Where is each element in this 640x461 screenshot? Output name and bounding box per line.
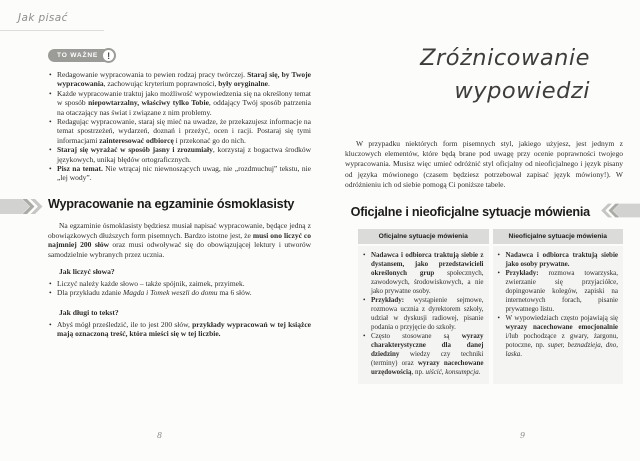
list-item: • Pisz na temat. Nie wtrącaj nic niewnoszących uwag, nie „rozdmuchuj” tekstu, nie „lej wody”. xyxy=(48,164,311,183)
table-column-unofficial xyxy=(493,229,624,384)
table-cell-item: • Przykłady: wystąpienie sejmowe, rozmowa ucznia z dyrektorem szkoły, udział w dyskusji radiowej, pisanie podania o przyjęcie do szkoły. xyxy=(363,296,484,332)
list-item: • Redagując wypracowanie, staraj się mieć na uwadze, że przekazujesz informacje na temat spostrzeżeń, wydarzeń, doznań i przeżyć, ocen i racji. Postaraj się tymi informacjami zainteresować odbiorcę i przekonać go do nich. xyxy=(48,117,311,145)
list-item: • Liczyć należy każde słowo – także spójnik, zaimek, przyimek. xyxy=(48,279,311,288)
right-page xyxy=(320,0,640,461)
column-body xyxy=(493,246,624,384)
list-item: • Dla przykładu zdanie Magda i Tomek weszli do domu ma 6 słów. xyxy=(48,288,311,297)
paragraph: Na egzaminie ósmoklasisty będziesz musiał napisać wypracowanie, będące jedną z obowiązkowych dłuższych form pisemnych. Bardzo istotne jest, że musi ono liczyć co najmniej 200 słów oraz musi odwoływać się do obowiązującej lektury i utworów samodzielnie wybranych przez ucznia. xyxy=(48,221,311,259)
important-badge-label: TO WAŻNE xyxy=(48,49,114,62)
subsection-heading: Jak liczyć słowa? xyxy=(59,267,115,276)
table-cell-item: • Nadawca i odbiorca traktują siebie z dystansem, jako przedstawicieli określonych grup społecznych, zawodowych, środowiskowych, a nie jako prywatne osoby. xyxy=(363,251,484,296)
section-heading: Oficjalne i nieoficjalne sytuacje mówienia xyxy=(350,205,590,219)
chapter-title-line1: Zróżnicowanie xyxy=(420,45,590,71)
table-cell-item: • Przykłady: rozmowa towarzyska, zwierzanie się przyjaciółce, dopingowanie kolegów, zapiski na internetowych forach, pisanie prywatnego listu. xyxy=(498,269,619,314)
list-item: • Staraj się wyrażać w sposób jasny i zrozumiały, korzystaj z bogactwa środków językowych, unikaj błędów ortograficznych. xyxy=(48,145,311,164)
table-column-official xyxy=(358,229,489,384)
subsection-heading: Jak długi to tekst? xyxy=(59,308,119,317)
important-bullet-list xyxy=(48,70,311,183)
section-arrow-icon xyxy=(598,203,640,218)
exclamation-icon: ! xyxy=(101,48,116,63)
chapter-title-line2: wypowiedzi xyxy=(454,78,590,104)
column-header: Oficjalne sytuacje mówienia xyxy=(358,229,489,244)
column-header: Nieoficjalne sytuacje mówienia xyxy=(493,229,624,244)
chapter-title xyxy=(420,42,590,108)
table-cell-item: • Nadawca i odbiorca traktują siebie jako osoby prywatne. xyxy=(498,251,619,269)
column-body xyxy=(358,246,489,384)
bullet-list xyxy=(48,320,311,339)
important-badge xyxy=(48,47,311,64)
bullet-list xyxy=(48,279,311,298)
important-box xyxy=(48,47,311,183)
section-arrow-icon xyxy=(0,199,46,214)
running-header-title: Jak pisać xyxy=(18,12,68,24)
table-cell-item: • Często stosowane są wyrazy charakterystyczne dla danej dziedziny wiedzy czy techniki (terminy) oraz wyrazy nacechowane urzędowością, np. uiścić, konsumpcja. xyxy=(363,332,484,377)
page-number: 8 xyxy=(157,431,163,440)
paragraph: W przypadku niektórych form pisemnych styl, jakiego użyjesz, jest jednym z kluczowych elementów, które będą brane pod uwagę przy ocenie poprawności twojego wypracowania. Musisz więc umieć odróżnić styl oficjalny od nieoficjalnego i język pisany od języka mówionego (czasem będziesz potrzebował zapisać język mówiony!). W odróżnieniu ich od siebie pomogą Ci poniższe tabele. xyxy=(345,139,623,189)
list-item: • Każde wypracowanie traktuj jako możliwość wypowiedzenia się na określony temat w sposób niepowtarzalny, właściwy tylko Tobie, oddający Twój sposób patrzenia na otaczający nas świat i związane z nim problemy. xyxy=(48,89,311,117)
list-item: • Redagowanie wypracowania to pewien rodzaj pracy twórczej. Staraj się, by Twoje wypracowania, zachowując kryterium poprawności, były oryginalne. xyxy=(48,70,311,89)
speech-situations-table xyxy=(358,229,623,384)
running-header xyxy=(0,6,104,31)
table-cell-item: • W wypowiedziach często pojawiają się wyrazy nacechowane emocjonalnie i/lub pochodzące z gwary, żargonu, potoczne, np. super, beznadzieja, dno, laska. xyxy=(498,314,619,359)
list-item: • Abyś mógł prześledzić, ile to jest 200 słów, przykłady wypracowań w tej książce mają oznaczoną treść, która mieści się w tej liczbie. xyxy=(48,320,311,339)
section-heading: Wypracowanie na egzaminie ósmoklasisty xyxy=(48,197,295,211)
page-number: 9 xyxy=(520,431,526,440)
